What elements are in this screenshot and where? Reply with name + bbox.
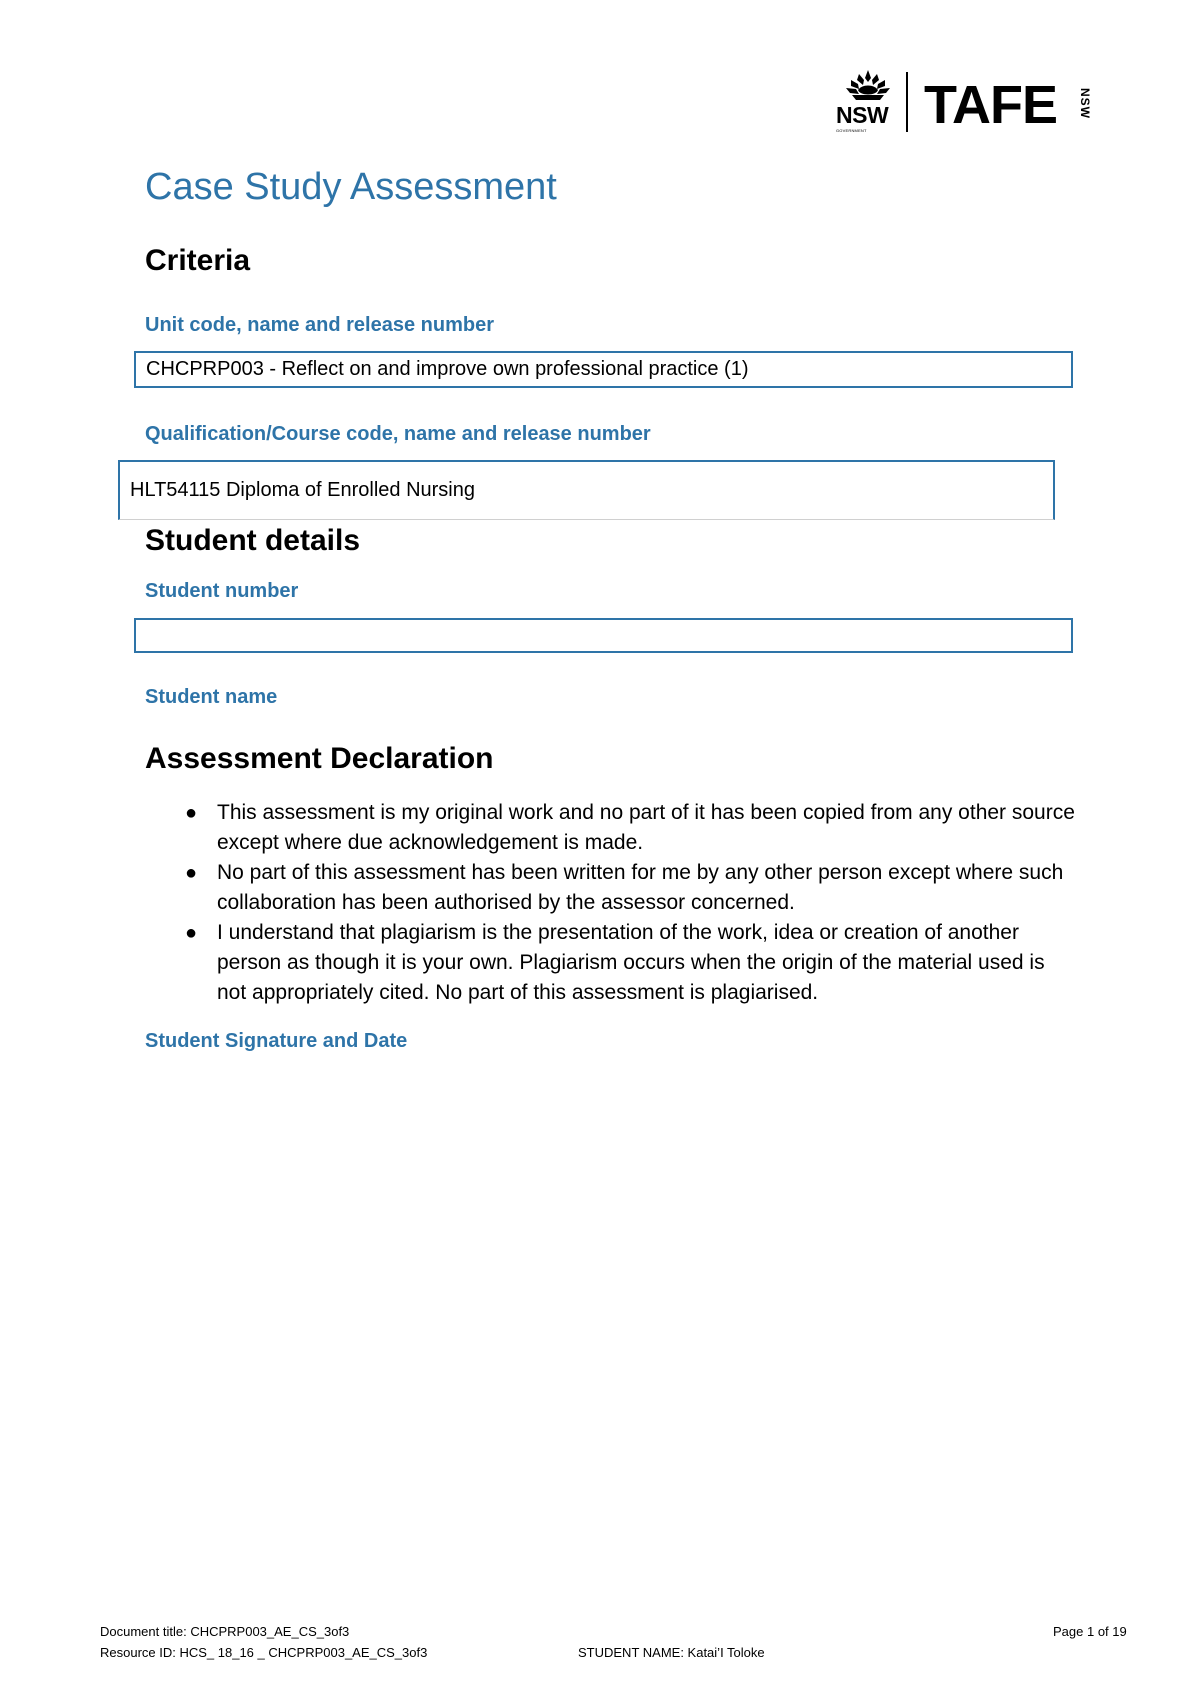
page-title: Case Study Assessment (145, 166, 557, 208)
logo-divider (906, 72, 908, 132)
bullet-icon: ● (185, 922, 198, 944)
student-name-label: Student name (145, 686, 278, 708)
unit-label: Unit code, name and release number (145, 314, 494, 336)
footer-student-name: STUDENT NAME: Katai’I Toloke (578, 1645, 765, 1660)
student-number-label: Student number (145, 580, 299, 602)
list-item: ● I understand that plagiarism is the presentation of the work, idea or creation of another person as though it is your own. Plagiarism occurs when the origin of the material used is not appropriately cited. No part of this assessment is plagiarised. (145, 918, 1075, 1008)
bullet-icon: ● (185, 802, 198, 824)
government-wordmark: GOVERNMENT (836, 128, 867, 133)
unit-value: CHCPRP003 - Reflect on and improve own professional practice (1) (146, 358, 749, 380)
qualification-label: Qualification/Course code, name and release number (145, 423, 651, 445)
bullet-icon: ● (185, 862, 198, 884)
waratah-icon (842, 68, 894, 104)
tafe-nsw-logo (836, 68, 1096, 134)
footer-document-title: Document title: CHCPRP003_AE_CS_3of3 (100, 1624, 350, 1639)
student-number-field[interactable] (134, 618, 1073, 653)
footer-resource-id: Resource ID: HCS_ 18_16 _ CHCPRP003_AE_CS_3of3 (100, 1645, 428, 1660)
criteria-heading: Criteria (145, 244, 251, 277)
list-item: ● This assessment is my original work and no part of it has been copied from any other source except where due acknowledgement is made. (145, 798, 1075, 858)
nsw-wordmark: NSW (836, 102, 889, 128)
list-item: ● No part of this assessment has been written for me by any other person except where such collaboration has been authorised by the assessor concerned. (145, 858, 1075, 918)
declaration-heading: Assessment Declaration (145, 742, 494, 775)
tafe-nsw-wordmark: NSW (1078, 88, 1092, 119)
qualification-value: HLT54115 Diploma of Enrolled Nursing (130, 479, 475, 501)
qualification-field[interactable] (118, 460, 1055, 520)
declaration-list (145, 798, 1075, 1008)
tafe-wordmark: TAFE (924, 75, 1057, 135)
signature-label: Student Signature and Date (145, 1030, 408, 1052)
unit-field[interactable] (134, 351, 1073, 388)
student-details-heading: Student details (145, 524, 361, 557)
footer-page-number: Page 1 of 19 (1053, 1624, 1127, 1639)
